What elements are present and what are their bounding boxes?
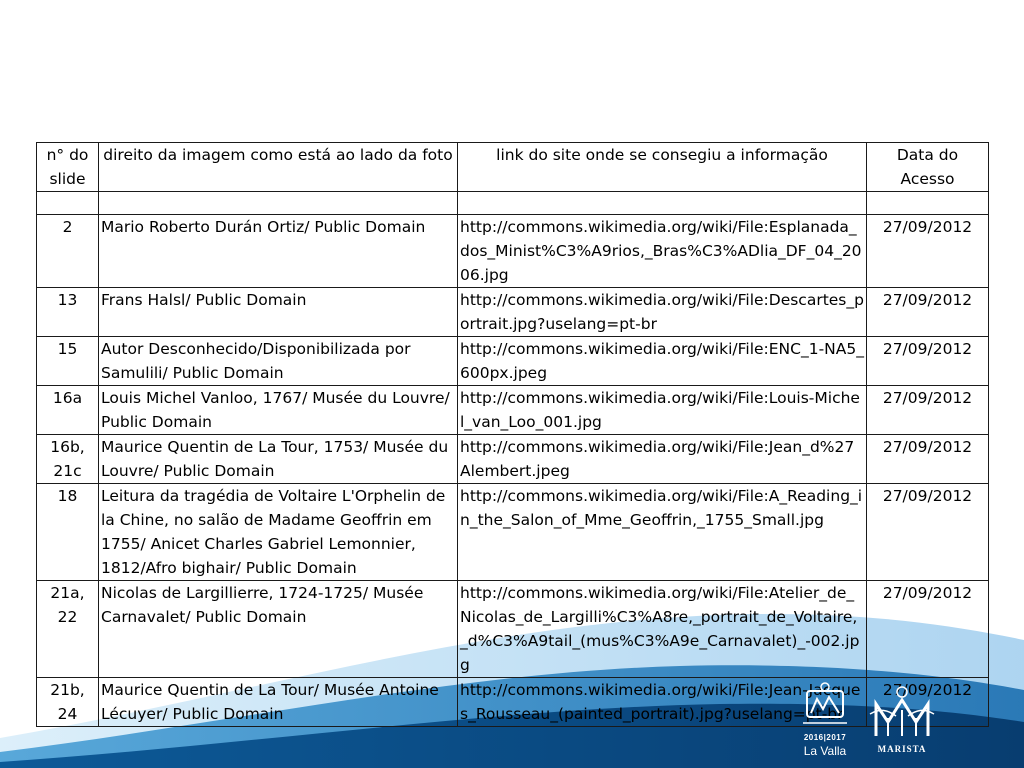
cell-credit: Nicolas de Largillierre, 1724-1725/ Musée Carnavalet/ Public Domain [99,581,458,678]
cell-date: 27/09/2012 [867,215,989,288]
la-valla-emblem-icon [785,677,865,737]
cell-link[interactable]: http://commons.wikimedia.org/wiki/File:Esplanada_dos_Minist%C3%A9rios,_Bras%C3%ADlia_DF_04_2006.jpg [458,215,867,288]
cell-credit: Leitura da tragédia de Voltaire L'Orphelin de la Chine, no salão de Madame Geoffrin em 1755/ Anicet Charles Gabriel Lemonnier, 1812/Afro bighair/ Public Domain [99,484,458,581]
cell-link[interactable]: http://commons.wikimedia.org/wiki/File:Atelier_de_Nicolas_de_Largilli%C3%A8re,_portrait_de_Voltaire,_d%C3%A9tail_(mus%C3%A9e_Carnavalet)_-002.jpg [458,581,867,678]
cell-credit: Louis Michel Vanloo, 1767/ Musée du Louvre/ Public Domain [99,386,458,435]
cell-date: 27/09/2012 [867,337,989,386]
cell-credit: Autor Desconhecido/Disponibilizada por Samulili/ Public Domain [99,337,458,386]
cell-link[interactable]: http://commons.wikimedia.org/wiki/File:Jean_d%27Alembert.jpeg [458,435,867,484]
marista-logo [866,684,938,762]
table-row [37,435,989,484]
table-row [37,484,989,581]
table-row [37,386,989,435]
cell-slide: 21b, 24 [37,678,99,727]
header-access-date: Data do Acesso [867,143,989,192]
cell-link[interactable]: http://commons.wikimedia.org/wiki/File:Jean-Jacques_Rousseau_(painted_portrait).jpg?uselang=pt-br [458,678,867,727]
cell-slide: 16b, 21c [37,435,99,484]
cell-slide: 15 [37,337,99,386]
header-source-link: link do site onde se consegiu a informação [458,143,867,192]
logo-marista-text: MARISTA [877,744,927,754]
table-row-empty [37,192,989,215]
cell-slide: 18 [37,484,99,581]
cell-credit: Mario Roberto Durán Ortiz/ Public Domain [99,215,458,288]
marista-monogram-icon [866,684,938,742]
cell-slide: 13 [37,288,99,337]
logo-years: 2016|2017 [803,733,847,742]
table-row [37,581,989,678]
logo-la-valla: La Valla [803,744,847,758]
image-credits-table [36,142,989,727]
cell-date: 27/09/2012 [867,288,989,337]
table-row [37,337,989,386]
la-valla-anniversary-logo [785,677,865,765]
cell-credit: Maurice Quentin de La Tour, 1753/ Musée du Louvre/ Public Domain [99,435,458,484]
cell-link[interactable]: http://commons.wikimedia.org/wiki/File:ENC_1-NA5_600px.jpeg [458,337,867,386]
table-row [37,288,989,337]
cell-credit: Frans Halsl/ Public Domain [99,288,458,337]
cell-link[interactable]: http://commons.wikimedia.org/wiki/File:Descartes_portrait.jpg?uselang=pt-br [458,288,867,337]
cell-date: 27/09/2012 [867,484,989,581]
cell-date: 27/09/2012 [867,581,989,678]
table-row [37,215,989,288]
cell-credit: Maurice Quentin de La Tour/ Musée Antoine Lécuyer/ Public Domain [99,678,458,727]
header-image-credit: direito da imagem como está ao lado da foto [99,143,458,192]
cell-date: 27/09/2012 [867,386,989,435]
cell-slide: 16a [37,386,99,435]
cell-link[interactable]: http://commons.wikimedia.org/wiki/File:Louis-Michel_van_Loo_001.jpg [458,386,867,435]
header-slide-number: n° do slide [37,143,99,192]
cell-date: 27/09/2012 [867,435,989,484]
cell-slide: 2 [37,215,99,288]
cell-slide: 21a, 22 [37,581,99,678]
cell-date: 27/09/2012 [867,678,989,727]
table-header-row [37,143,989,192]
cell-link[interactable]: http://commons.wikimedia.org/wiki/File:A_Reading_in_the_Salon_of_Mme_Geoffrin,_1755_Small.jpg [458,484,867,581]
